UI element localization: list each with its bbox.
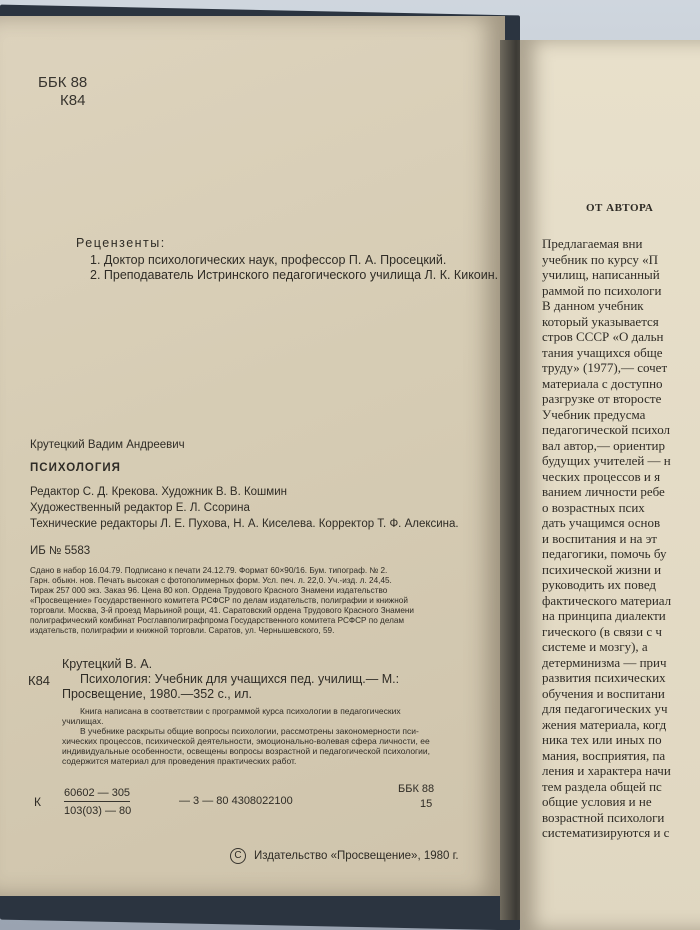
right-page-line: который указывается xyxy=(542,313,659,329)
formula-tail: — 3 — 80 4308022100 xyxy=(179,795,293,807)
right-page-line: гического (в связи с ч xyxy=(542,623,662,639)
author-full-name: Крутецкий Вадим Андреевич xyxy=(30,439,185,451)
reviewers-heading: Рецензенты: xyxy=(76,236,166,250)
ib-number: ИБ № 5583 xyxy=(30,545,91,557)
right-page-line: ванием личности ребе xyxy=(542,484,665,499)
right-page-line: Учебник предусма xyxy=(542,406,646,422)
right-page-line: училищ, написанный xyxy=(542,267,660,282)
right-page-line: мания, восприятия, па xyxy=(542,747,666,763)
right-page xyxy=(520,40,700,930)
right-page-line: раммой по психологи xyxy=(542,282,662,298)
catalog-line: Психология: Учебник для учащихся пед. училищ.— М.: xyxy=(80,672,400,686)
editor-line: Редактор С. Д. Крекова. Художник В. В. Кошмин xyxy=(30,486,287,498)
annotation-line: Книга написана в соответствии с программой курса психологии в педагогических xyxy=(80,706,401,716)
right-page-line: ческих процессов и я xyxy=(542,468,661,484)
right-page-line: Предлагаемая вни xyxy=(542,236,643,251)
right-page-line: педагогической психол xyxy=(542,422,671,437)
right-page-line: о возрастных псих xyxy=(542,499,645,515)
reviewer-2: 2. Преподаватель Истринского педагогического училища Л. К. Кикоин. xyxy=(90,268,499,282)
print-detail-line: Тираж 257 000 экз. Заказ 96. Цена 80 коп. Ордена Трудового Красного Знамени издательство xyxy=(30,586,388,595)
copyright-text: Издательство «Просвещение», 1980 г. xyxy=(254,850,459,862)
left-page xyxy=(0,16,505,896)
catalog-code: К84 xyxy=(60,92,86,109)
right-page-line: возрастной психологи xyxy=(542,809,665,825)
formula-numerator: 60602 — 305 xyxy=(64,787,130,802)
right-page-line: руководить их повед xyxy=(542,577,657,592)
right-page-line: обучения и воспитани xyxy=(542,685,665,701)
right-page-line: фактического материал xyxy=(542,592,672,608)
catalog-formula xyxy=(34,787,293,817)
copyright-icon: C xyxy=(230,848,246,864)
catalog-line: Просвещение, 1980.—352 с., ил. xyxy=(62,687,252,701)
reviewer-1: 1. Доктор психологических наук, профессор П. А. Просецкий. xyxy=(90,253,447,267)
annotation-line: училищах. xyxy=(62,716,104,726)
print-detail-line: Сдано в набор 16.04.79. Подписано к печати 24.12.79. Формат 60×90/16. Бум. типограф. № 2. xyxy=(30,566,388,575)
print-detail-line: полиграфический комбинат Росглавполиграфпрома Государственного комитета РСФСР по делам xyxy=(30,616,405,625)
right-page-heading: ОТ АВТОРА xyxy=(586,202,654,214)
right-page-line: будущих учителей — н xyxy=(542,453,671,468)
annotation-line: хических процессов, психической деятельности, эмоционально-волевая сфера личности, ее xyxy=(62,736,430,746)
bbk-header xyxy=(38,74,87,110)
right-page-line: материала с доступно xyxy=(542,375,663,391)
right-page-lines xyxy=(542,236,700,841)
right-page-line: ления и характера начи xyxy=(542,763,671,778)
imprint-block xyxy=(30,438,485,636)
bbk-bottom-page: 15 xyxy=(420,798,433,810)
formula-denominator: 103(03) — 80 xyxy=(64,805,132,817)
print-detail-line: торговли. Москва, 3-й проезд Марьиной рощи, 41. Саратовский ордена Трудового Красного Знамени xyxy=(30,606,414,615)
right-page-line: психической жизни и xyxy=(542,561,662,577)
right-page-line: детерминизма — прич xyxy=(542,654,667,670)
right-page-line: педагогики, помочь бу xyxy=(542,546,667,561)
bbk-bottom xyxy=(398,782,434,812)
catalog-line: Крутецкий В. А. xyxy=(62,657,153,671)
right-page-line: жения материала, когд xyxy=(542,716,667,732)
book-title: ПСИХОЛОГИЯ xyxy=(30,462,121,474)
right-page-line: разгрузке от второсте xyxy=(542,391,662,406)
right-page-line: стров СССР «О дальн xyxy=(542,329,664,344)
right-page-line: дать учащимся основ xyxy=(542,515,661,530)
bbk-bottom-code: ББК 88 xyxy=(398,783,435,795)
tech-editors-line: Технические редакторы Л. Е. Пухова, Н. А. Киселева. Корректор Т. Ф. Алексина. xyxy=(30,518,459,530)
annotation-line: индивидуальные особенности, освещены вопросы возрастной и педагогической психологии, xyxy=(62,746,431,756)
bbk-code: ББК 88 xyxy=(38,74,88,91)
annotation-line: В учебнике раскрыты общие вопросы психологии, рассмотрены закономерности пси- xyxy=(80,726,419,736)
right-page-line: для педагогических уч xyxy=(542,701,668,716)
right-page-line: системе и мозгу), а xyxy=(542,639,648,654)
reviewers-block xyxy=(76,236,498,283)
right-page-line: на принципа диалекти xyxy=(542,608,666,623)
right-page-line: учебник по курсу «П xyxy=(542,251,658,267)
annotation xyxy=(62,706,482,766)
right-page-line: ника тех или иных по xyxy=(542,732,662,747)
annotation-line: содержится материал для проведения практических работ. xyxy=(62,756,297,766)
print-detail-line: Гарн. обыкн. нов. Печать высокая с фотополимерных форм. Усл. печ. л. 22,0. Уч.-изд. л. 24,45. xyxy=(30,576,392,585)
right-page-line: систематизируются и с xyxy=(542,825,670,840)
right-page-line: труду» (1977),— сочет xyxy=(542,360,668,375)
art-editor-line: Художественный редактор Е. Л. Ссорина xyxy=(30,502,250,514)
print-detail-line: «Просвещение» Государственного комитета РСФСР по делам издательств, полиграфии и книжной xyxy=(30,596,408,605)
right-page-line: и воспитания и на эт xyxy=(542,530,657,546)
right-page-line: вал автор,— ориентир xyxy=(542,437,666,453)
right-page-line: развития психических xyxy=(542,670,666,685)
right-page-line: В данном учебник xyxy=(542,298,644,313)
catalog-label: К84 xyxy=(28,673,51,688)
right-page-line: тем раздела общей пс xyxy=(542,778,662,794)
right-page-line: общие условия и не xyxy=(542,794,652,809)
copyright xyxy=(230,848,459,864)
print-detail-line: издательств, полиграфии и книжной торговли. Саратов, ул. Чернышевского, 59. xyxy=(30,626,335,635)
print-details xyxy=(30,566,485,636)
right-page-line: тания учащихся обще xyxy=(542,344,663,360)
catalog-body xyxy=(62,657,482,766)
formula-k: К xyxy=(34,795,41,809)
